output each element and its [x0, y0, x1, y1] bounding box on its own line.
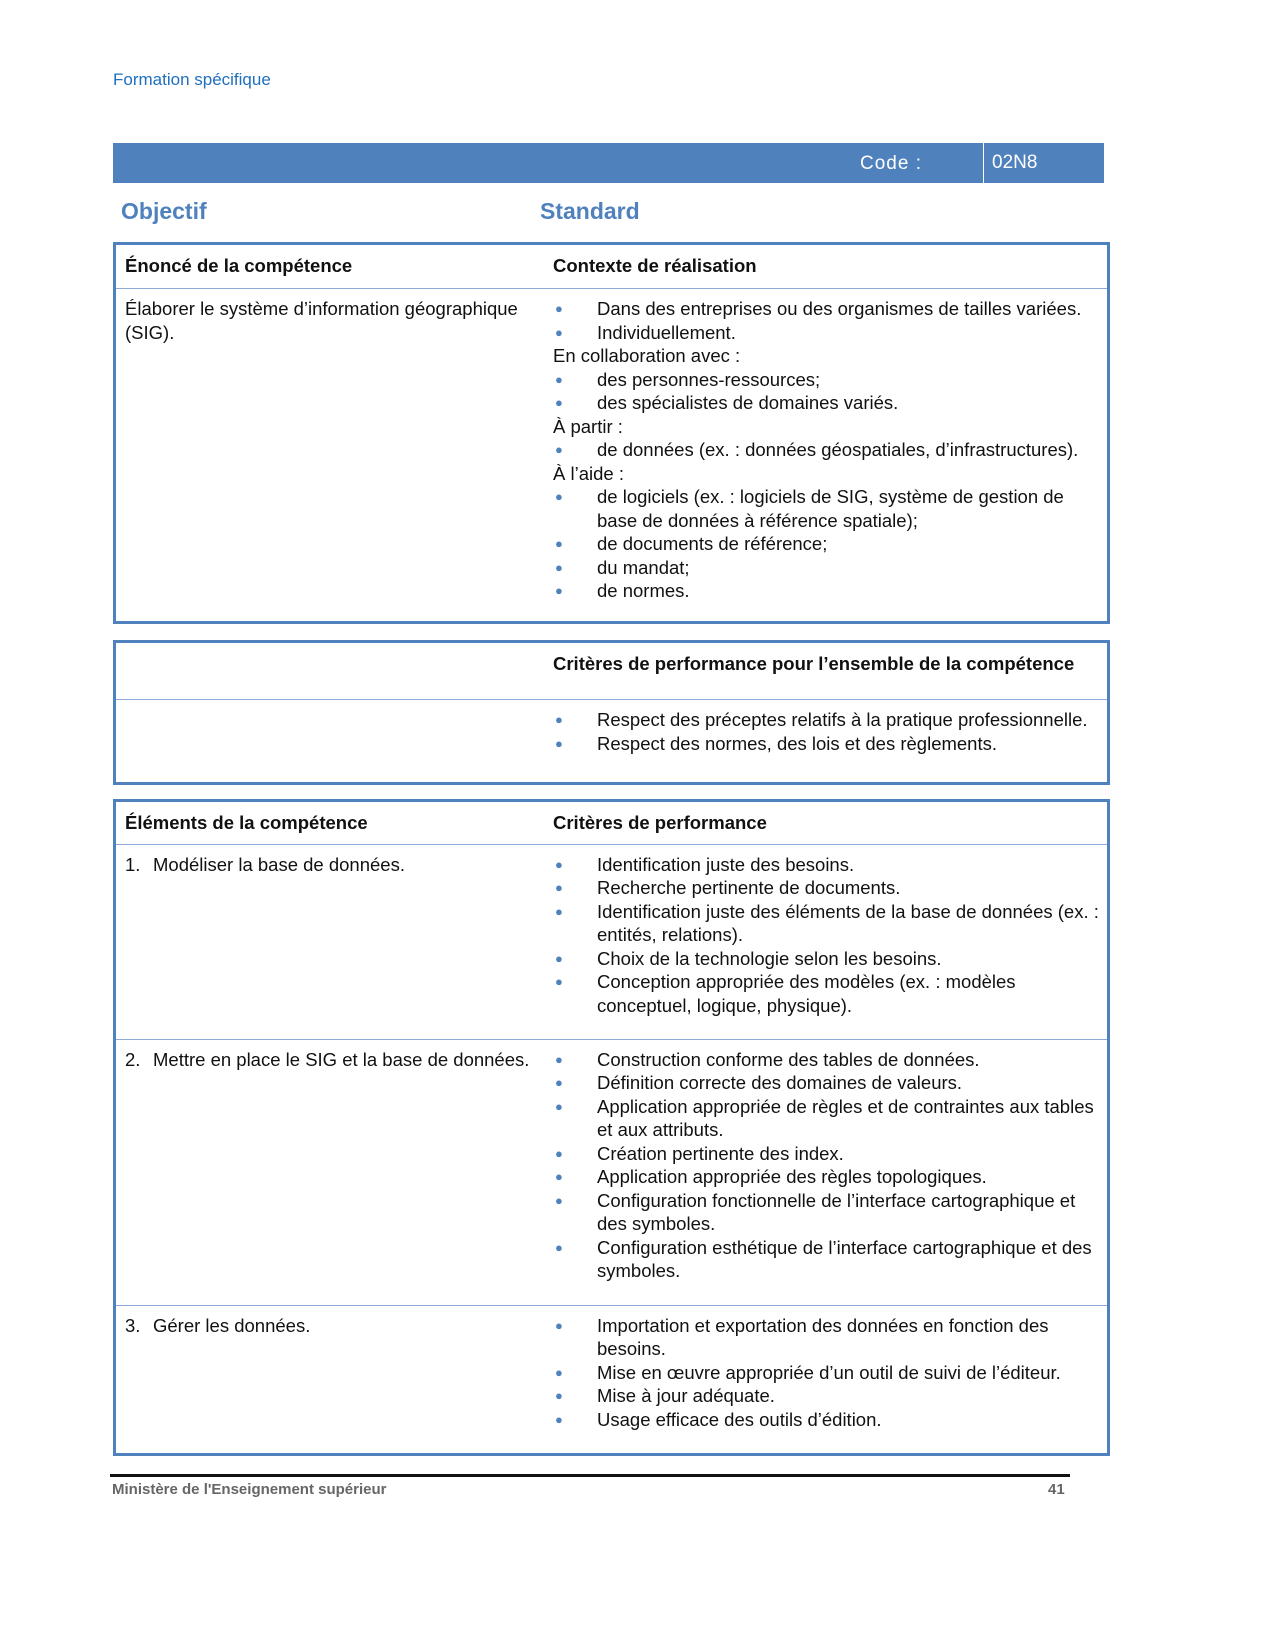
criteres-cell [553, 844, 1109, 1039]
element-row [115, 1305, 1109, 1454]
bullet-item [553, 1408, 1099, 1432]
criteres-ensemble-header: Critères de performance pour l’ensemble de la compétence [553, 642, 1109, 700]
bullet-icon: ● [555, 1169, 563, 1184]
bullet-item [553, 556, 1099, 580]
element-label [125, 1314, 544, 1338]
code-bar [113, 143, 1104, 183]
bullet-text: Création pertinente des index. [597, 1142, 844, 1164]
bullet-item [553, 1361, 1099, 1385]
bullet-text: Individuellement. [597, 321, 736, 343]
bullet-text: Configuration esthétique de l’interface cartographique et des symboles. [597, 1236, 1092, 1281]
bullet-icon: ● [555, 1239, 563, 1255]
bullet-icon: ● [555, 1051, 563, 1067]
bullet-icon: ● [555, 371, 563, 387]
bullet-text: Identification juste des éléments de la base de données (ex. : entités, relations). [597, 900, 1099, 945]
bullet-text: Mise à jour adéquate. [597, 1385, 775, 1406]
bullet-icon: ● [555, 489, 563, 505]
bullet-icon: ● [555, 1388, 563, 1403]
element-text: Modéliser la base de données. [153, 853, 405, 875]
bullet-item [553, 732, 1099, 756]
bullet-item [553, 900, 1099, 947]
bullet-item [553, 853, 1099, 877]
bullet-text: Identification juste des besoins. [597, 853, 855, 875]
bullet-item [553, 1142, 1099, 1166]
bullet-item [553, 579, 1099, 603]
bullet-item [553, 532, 1099, 556]
element-text: Mettre en place le SIG et la base de données. [153, 1048, 530, 1070]
element-cell [115, 1305, 554, 1454]
bullet-icon: ● [555, 735, 563, 751]
bullet-icon: ● [555, 442, 563, 458]
bullet-icon: ● [555, 974, 563, 989]
element-label [125, 1048, 544, 1072]
bullet-text: Construction conforme des tables de données. [597, 1048, 980, 1070]
bullet-icon: ● [555, 1411, 563, 1427]
bullet-icon: ● [555, 856, 563, 872]
bullet-icon: ● [555, 395, 563, 411]
code-label: Code : [860, 153, 922, 174]
bullet-icon: ● [555, 1098, 563, 1114]
bullet-icon: ● [555, 950, 563, 966]
bullet-text: Usage efficace des outils d’édition. [597, 1408, 882, 1430]
footer-ministry: Ministère de l'Enseignement supérieur [112, 1481, 387, 1498]
heading-objectif: Objectif [121, 198, 207, 224]
bullet-text: Définition correcte des domaines de valeurs. [597, 1072, 963, 1093]
table-criteres-ensemble [113, 640, 1110, 785]
bullet-text: Conception appropriée des modèles (ex. : modèles conceptuel, logique, physique). [597, 971, 1016, 1016]
element-label [125, 853, 544, 877]
bullet-text: des personnes-ressources; [597, 368, 821, 390]
element-cell [115, 844, 554, 1039]
bullet-item [553, 1071, 1099, 1095]
context-line: À l’aide : [553, 462, 624, 484]
footer-rule [110, 1474, 1070, 1477]
page-number: 41 [1048, 1481, 1065, 1498]
bullet-icon: ● [555, 903, 563, 919]
table-elements-criteres [113, 799, 1110, 1456]
criteres-header: Critères de performance [553, 801, 1109, 845]
enonce-header: Énoncé de la compétence [115, 244, 554, 289]
bullet-icon: ● [555, 536, 563, 552]
bullet-item [553, 876, 1099, 900]
bullet-item [553, 1048, 1099, 1072]
bullet-item [553, 391, 1099, 415]
code-value: 02N8 [983, 143, 1037, 183]
bullet-item [553, 1384, 1099, 1408]
bullet-text: Importation et exportation des données en fonction des besoins. [597, 1314, 1049, 1359]
bullet-text: Mise en œuvre appropriée d’un outil de suivi de l’éditeur. [597, 1361, 1061, 1383]
bullet-icon: ● [555, 712, 563, 727]
bullet-icon: ● [555, 301, 563, 317]
enonce-text: Élaborer le système d’information géographique (SIG). [125, 298, 518, 343]
bullet-icon: ● [555, 324, 563, 340]
bullet-text: des spécialistes de domaines variés. [597, 392, 899, 414]
bullet-item [553, 970, 1099, 1017]
bullet-icon: ● [555, 1075, 563, 1090]
bullet-text: Dans des entreprises ou des organismes de tailles variées. [597, 298, 1082, 320]
element-number: 1. [125, 853, 141, 875]
bullet-text: Respect des préceptes relatifs à la pratique professionnelle. [597, 709, 1088, 730]
empty-cell [115, 700, 554, 784]
bullet-item [553, 321, 1099, 345]
bullet-icon: ● [555, 1364, 563, 1380]
bullet-icon: ● [555, 1145, 563, 1161]
bullet-item [553, 368, 1099, 392]
element-text: Gérer les données. [153, 1314, 311, 1336]
elements-header: Éléments de la compétence [115, 801, 554, 845]
bullet-text: de normes. [597, 580, 690, 602]
bullet-item [553, 1189, 1099, 1236]
bullet-text: Recherche pertinente de documents. [597, 877, 901, 898]
element-row [115, 1039, 1109, 1305]
criteres-cell [553, 1305, 1109, 1454]
bullet-item [553, 1095, 1099, 1142]
element-number: 3. [125, 1314, 141, 1336]
context-line: À partir : [553, 415, 623, 437]
bullet-item [553, 708, 1099, 732]
bullet-item [553, 1165, 1099, 1189]
contexte-list [553, 289, 1109, 623]
bullet-text: du mandat; [597, 556, 690, 578]
context-line: En collaboration avec : [553, 345, 741, 367]
bullet-text: de logiciels (ex. : logiciels de SIG, système de gestion de base de données à référence spatiale); [597, 486, 1064, 531]
bullet-icon: ● [555, 880, 563, 895]
bullet-text: de documents de référence; [597, 533, 828, 555]
contexte-header: Contexte de réalisation [553, 244, 1109, 289]
bullet-text: de données (ex. : données géospatiales, d’infrastructures). [597, 439, 1079, 461]
bullet-text: Choix de la technologie selon les besoins. [597, 947, 942, 969]
running-header: Formation spécifique [113, 70, 271, 89]
table-enonce-contexte [113, 242, 1110, 624]
bullet-text: Configuration fonctionnelle de l’interface cartographique et des symboles. [597, 1189, 1076, 1234]
bullet-item [553, 297, 1099, 321]
bullet-icon: ● [555, 559, 563, 575]
bullet-icon: ● [555, 583, 563, 599]
empty-cell [115, 642, 554, 700]
heading-standard: Standard [540, 198, 640, 224]
bullet-icon: ● [555, 1317, 563, 1333]
bullet-item [553, 1314, 1099, 1361]
element-cell [115, 1039, 554, 1305]
bullet-item [553, 485, 1099, 532]
bullet-item [553, 438, 1099, 462]
criteres-cell [553, 1039, 1109, 1305]
bullet-item [553, 947, 1099, 971]
bullet-text: Application appropriée de règles et de contraintes aux tables et aux attributs. [597, 1095, 1094, 1140]
bullet-icon: ● [555, 1192, 563, 1208]
bullet-text: Application appropriée des règles topologiques. [597, 1166, 987, 1187]
bullet-text: Respect des normes, des lois et des règlements. [597, 732, 997, 754]
element-number: 2. [125, 1048, 141, 1070]
bullet-item [553, 1236, 1099, 1283]
criteres-ensemble-list [553, 700, 1109, 784]
element-row [115, 844, 1109, 1039]
